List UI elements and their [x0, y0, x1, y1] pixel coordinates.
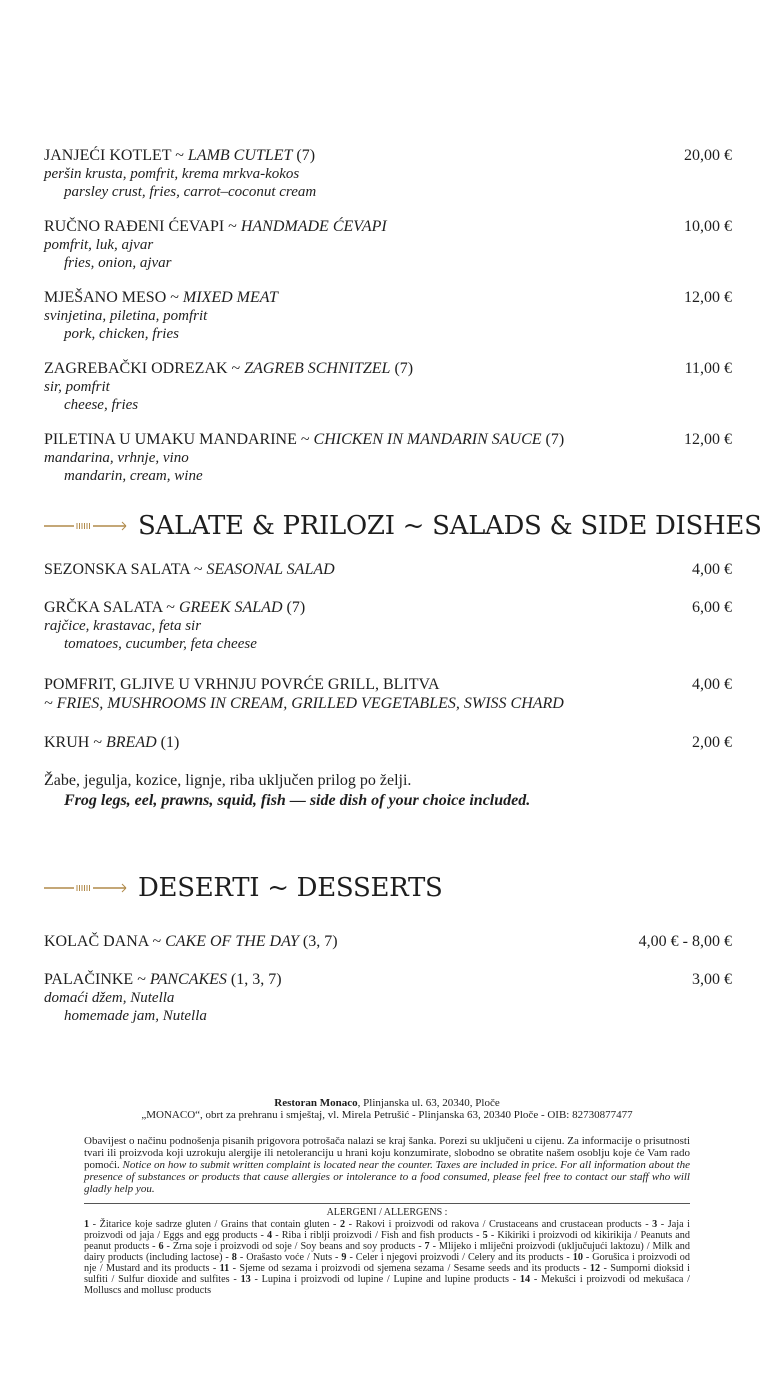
- item-name-en: BREAD: [106, 734, 157, 751]
- allergen-number: 8: [231, 1252, 237, 1263]
- allergen-number: 10: [572, 1252, 583, 1263]
- item-desc-en: homemade jam, Nutella: [64, 1008, 207, 1024]
- item-price: 2,00 €: [692, 734, 732, 751]
- footer: [84, 1097, 690, 1296]
- allergen-text: - Kikiriki i proizvodi od kikirikija / Peanuts and peanut products -: [84, 1230, 690, 1252]
- notice-en: Notice on how to submit written complaint is located near the counter. Taxes are included in price. For all information about the presence of substances or products that cause allergies or intolerance to a food consumed, please feel free to contact our staff who will gladly help you.: [84, 1159, 690, 1195]
- item-price: 11,00 €: [684, 360, 732, 377]
- company-info: „MONACO“, obrt za prehranu i smještaj, vl. Mirela Petrušić - Plinjanska 63, 20340 Ploče - OIB: 82730877477: [141, 1109, 633, 1121]
- ornament-icon: [44, 520, 128, 532]
- item-name-en: LAMB CUTLET: [187, 147, 293, 164]
- menu-item-lamb-cutlet: [44, 146, 732, 201]
- allergen-entry: [341, 1252, 572, 1263]
- menu-item-bread: [44, 733, 732, 752]
- section-title: SALATE & PRILOZI ~ SALADS & SIDE DISHES: [138, 511, 762, 541]
- notice: [84, 1135, 690, 1195]
- allergen-number: 3: [652, 1219, 658, 1230]
- item-desc-hr: mandarina, vrhnje, vino: [44, 450, 189, 466]
- menu-item-pancakes: [44, 970, 732, 1025]
- item-desc-en: cheese, fries: [64, 397, 139, 413]
- item-allergens: (7): [292, 147, 316, 164]
- allergen-entry: [232, 1252, 342, 1263]
- menu-item-greek-salad: [44, 598, 732, 653]
- item-allergens: (7): [282, 599, 306, 616]
- section-title: DESERTI ~ DESSERTS: [138, 873, 443, 903]
- item-price: 6,00 €: [692, 599, 732, 616]
- allergen-number: 2: [339, 1219, 346, 1230]
- menu-item-sides: [44, 675, 732, 713]
- item-price: 20,00 €: [684, 147, 732, 164]
- item-price: 10,00 €: [684, 218, 732, 235]
- menu-item-seasonal-salad: [44, 560, 732, 579]
- item-allergens: (7): [541, 431, 565, 448]
- item-allergens: (1, 3, 7): [226, 971, 282, 988]
- item-desc-hr: sir, pomfrit: [44, 379, 110, 395]
- item-price: 3,00 €: [692, 971, 732, 988]
- note-en: Frog legs, eel, prawns, squid, fish — side dish of your choice included.: [64, 792, 531, 809]
- allergen-text: - Zrna soje i proizvodi od soje / Soy beans and soy products -: [163, 1241, 425, 1252]
- allergen-text: - Orašasto voće / Nuts -: [236, 1252, 342, 1263]
- side-dish-note: [44, 771, 734, 811]
- item-name-hr: MJEŠANO MESO ~: [44, 289, 183, 306]
- item-price: 4,00 € - 8,00 €: [638, 933, 732, 950]
- allergen-number: 13: [240, 1274, 251, 1285]
- allergen-entry: [340, 1219, 652, 1230]
- item-name-hr: GRČKA SALATA ~: [44, 599, 179, 616]
- item-name-en: CHICKEN IN MANDARIN SAUCE: [313, 431, 542, 448]
- item-name-en: ZAGREB SCHNITZEL: [244, 360, 391, 377]
- item-desc-en: mandarin, cream, wine: [64, 468, 203, 484]
- item-name-en: HANDMADE ĆEVAPI: [240, 218, 387, 235]
- item-name-hr: POMFRIT, GLJIVE U VRHNJU POVRĆE GRILL, BLITVA: [44, 676, 440, 693]
- item-desc-hr: domaći džem, Nutella: [44, 990, 175, 1006]
- allergen-number: 14: [519, 1274, 531, 1285]
- item-name-hr: RUČNO RAĐENI ĆEVAPI ~: [44, 218, 241, 235]
- restaurant-name: Restoran Monaco: [274, 1097, 358, 1109]
- allergen-text: - Gorušica i proizvodi od nje / Mustard and its products -: [84, 1252, 690, 1274]
- item-desc-en: pork, chicken, fries: [64, 326, 179, 342]
- allergen-entry: [241, 1274, 520, 1285]
- item-desc-en: tomatoes, cucumber, feta cheese: [64, 636, 257, 652]
- notice-hr: Obavijest o načinu podnošenja pisanih prigovora potrošača nalazi se kraj šanka. Porezi su uključeni u cijenu. Za informacije o prisutnosti tvari ili proizvoda koji uzrokuju alergije ili netoleranciju u hrani koju konzumirate, slobodno se obratite našem osoblju koje će Vam rado pomoći.: [84, 1135, 690, 1171]
- item-desc-en: fries, onion, ajvar: [64, 255, 172, 271]
- allergen-text: - Žitarice koje sadrze gluten / Grains that contain gluten -: [89, 1219, 340, 1230]
- allergen-number: 4: [267, 1230, 273, 1241]
- allergen-text: - Lupina i proizvodi od lupine / Lupine and lupine products -: [250, 1274, 520, 1285]
- item-allergens: (3, 7): [298, 933, 338, 950]
- menu-item-mixed-meat: [44, 288, 732, 343]
- item-price: 12,00 €: [684, 431, 732, 448]
- ornament-icon: [44, 882, 128, 894]
- allergen-text: - Jaja i proizvodi od jaja / Eggs and egg products -: [84, 1219, 690, 1241]
- allergen-entry: [220, 1263, 590, 1274]
- allergen-text: - Riba i riblji proizvodi / Fish and fish products -: [272, 1230, 483, 1241]
- item-desc-hr: pomfrit, luk, ajvar: [44, 237, 154, 253]
- allergen-entry: [158, 1241, 424, 1252]
- allergen-text: - Sjeme od sezama i proizvodi od sjemena sezama / Sesame seeds and its products -: [229, 1263, 590, 1274]
- note-hr: Žabe, jegulja, kozice, lignje, riba uključen prilog po želji.: [44, 772, 412, 789]
- allergens-list: [84, 1219, 690, 1296]
- allergen-number: 6: [158, 1241, 164, 1252]
- item-name-en: SEASONAL SALAD: [206, 561, 335, 578]
- footer-address: [84, 1097, 690, 1109]
- allergen-number: 11: [219, 1263, 230, 1274]
- item-desc-en: parsley crust, fries, carrot–coconut cream: [64, 184, 317, 200]
- allergen-text: - Sumporni dioksid i sulfiti / Sulfur dioxide and sulfites -: [84, 1263, 690, 1285]
- item-name-hr: KRUH ~: [44, 734, 106, 751]
- allergen-text: - Rakovi i proizvodi od rakova / Crustaceans and crustacean products -: [345, 1219, 653, 1230]
- allergen-entry: [84, 1219, 340, 1230]
- allergen-number: 5: [482, 1230, 488, 1241]
- allergen-text: - Mekušci i proizvodi od mekušaca / Molluscs and mollusc products: [84, 1274, 690, 1296]
- allergen-number: 7: [424, 1241, 430, 1252]
- menu-item-zagreb-schnitzel: [44, 359, 732, 414]
- item-desc-hr: peršin krusta, pomfrit, krema mrkva-kokos: [44, 166, 300, 182]
- item-desc-hr: rajčice, krastavac, feta sir: [44, 618, 202, 634]
- item-name-hr: SEZONSKA SALATA ~: [44, 561, 207, 578]
- item-price: 4,00 €: [692, 676, 732, 693]
- item-name-en: PANCAKES: [149, 971, 227, 988]
- allergen-text: - Celer i njegovi proizvodi / Celery and its products -: [346, 1252, 573, 1263]
- allergen-number: 9: [341, 1252, 347, 1263]
- item-allergens: (1): [156, 734, 180, 751]
- item-price: 4,00 €: [692, 561, 732, 578]
- menu-item-cevapi: [44, 217, 732, 272]
- allergens-title: ALERGENI / ALLERGENS :: [84, 1203, 690, 1219]
- item-allergens: (7): [390, 360, 414, 377]
- item-name-hr: JANJEĆI KOTLET ~: [44, 147, 188, 164]
- allergen-number: 12: [589, 1263, 601, 1274]
- allergen-text: - Mlijeko i mliječni proizvodi (uključujući laktozu) / Milk and dairy products (including lactose) -: [84, 1241, 690, 1263]
- section-heading-desserts: [44, 868, 443, 908]
- item-name-en: GREEK SALAD: [178, 599, 283, 616]
- section-heading-salads: [44, 506, 762, 546]
- item-desc-hr: svinjetina, piletina, pomfrit: [44, 308, 208, 324]
- restaurant-address: , Plinjanska ul. 63, 20340, Ploče: [357, 1097, 500, 1109]
- item-name-en: CAKE OF THE DAY: [165, 933, 299, 950]
- item-name-hr: KOLAČ DANA ~: [44, 933, 166, 950]
- allergen-entry: [267, 1230, 483, 1241]
- item-name-hr: PALAČINKE ~: [44, 971, 150, 988]
- item-price: 12,00 €: [684, 289, 732, 306]
- item-name-hr: PILETINA U UMAKU MANDARINE ~: [44, 431, 314, 448]
- menu-item-cake-of-the-day: [44, 932, 732, 951]
- menu-item-chicken-mandarin: [44, 430, 732, 485]
- item-name-en: ~ FRIES, MUSHROOMS IN CREAM, GRILLED VEGETABLES, SWISS CHARD: [44, 695, 564, 712]
- allergen-number: 1: [84, 1219, 90, 1230]
- item-name-en: MIXED MEAT: [182, 289, 278, 306]
- item-name-hr: ZAGREBAČKI ODREZAK ~: [44, 360, 245, 377]
